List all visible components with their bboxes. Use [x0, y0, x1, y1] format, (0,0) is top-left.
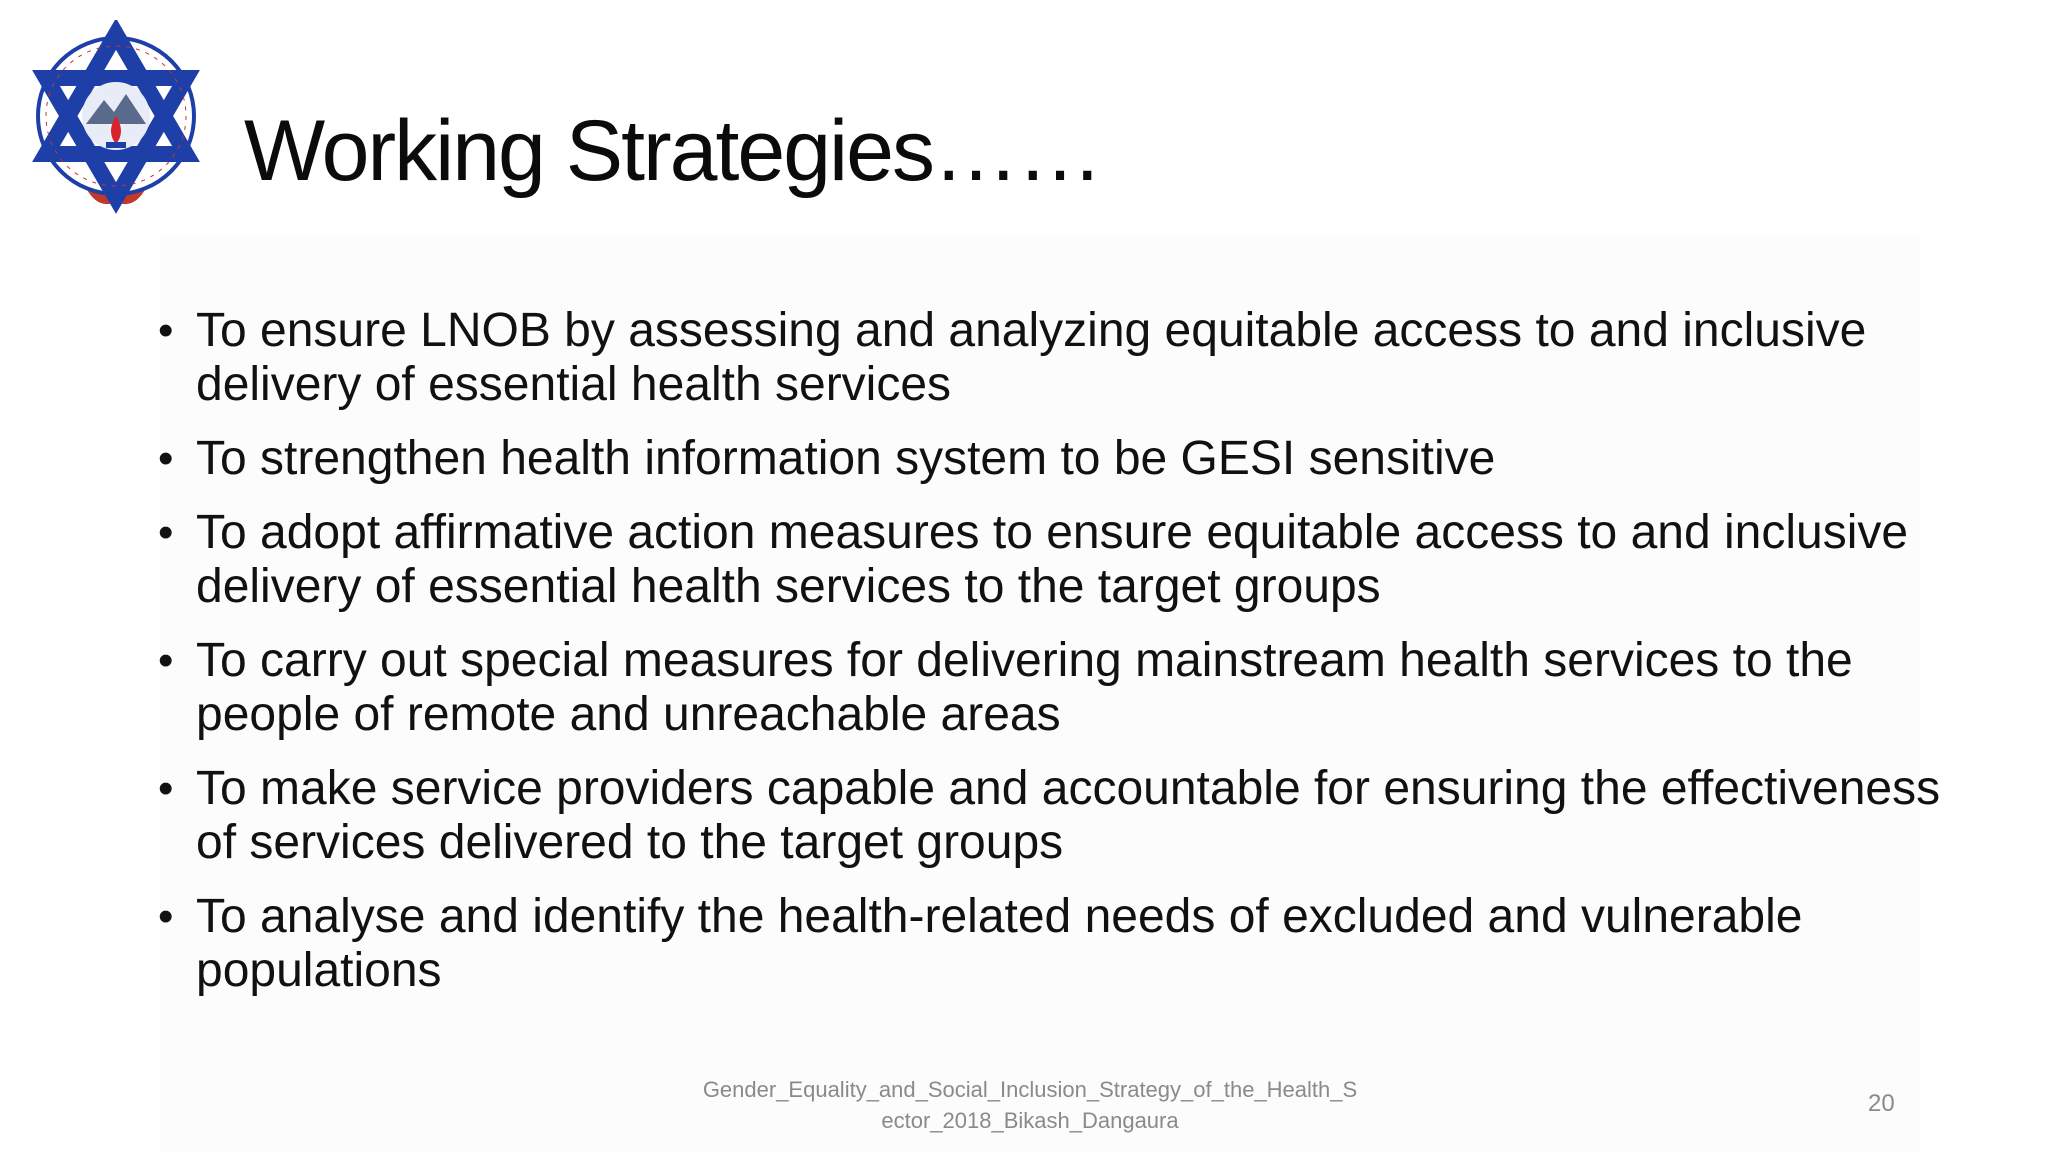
bullet-text: To ensure LNOB by assessing and analyzing equitable access to and inclusive delivery of essential health services	[196, 304, 1867, 411]
bullet-text: To analyse and identify the health-related needs of excluded and vulnerable populations	[196, 890, 1803, 997]
bullet-icon: •	[158, 508, 174, 557]
bullet-icon: •	[158, 434, 174, 483]
bullet-text: To carry out special measures for delivering mainstream health services to the people of remote and unreachable areas	[196, 634, 1853, 741]
bullet-icon: •	[158, 636, 174, 685]
slide-number: 20	[1868, 1090, 1895, 1117]
bullet-icon: •	[158, 764, 174, 813]
bullet-text: To make service providers capable and accountable for ensuring the effectiveness of services delivered to the target groups	[196, 762, 1941, 869]
bullet-icon: •	[158, 306, 174, 355]
bullet-icon: •	[158, 892, 174, 941]
bullet-text: To adopt affirmative action measures to ensure equitable access to and inclusive delivery of essential health services to the target groups	[196, 506, 1909, 613]
bullet-item	[150, 762, 1950, 870]
bullet-item	[150, 432, 1950, 486]
slide-title: Working Strategies……	[244, 103, 1101, 199]
bullet-text: To strengthen health information system to be GESI sensitive	[196, 432, 1496, 485]
bullet-item	[150, 634, 1950, 742]
university-emblem-icon	[28, 20, 204, 216]
bullet-item	[150, 890, 1950, 998]
bullet-list	[150, 304, 1950, 1018]
bullet-item	[150, 506, 1950, 614]
footer-source: Gender_Equality_and_Social_Inclusion_Strategy_of_the_Health_Sector_2018_Bikash_Dangaura	[702, 1077, 1358, 1133]
bullet-item	[150, 304, 1950, 412]
